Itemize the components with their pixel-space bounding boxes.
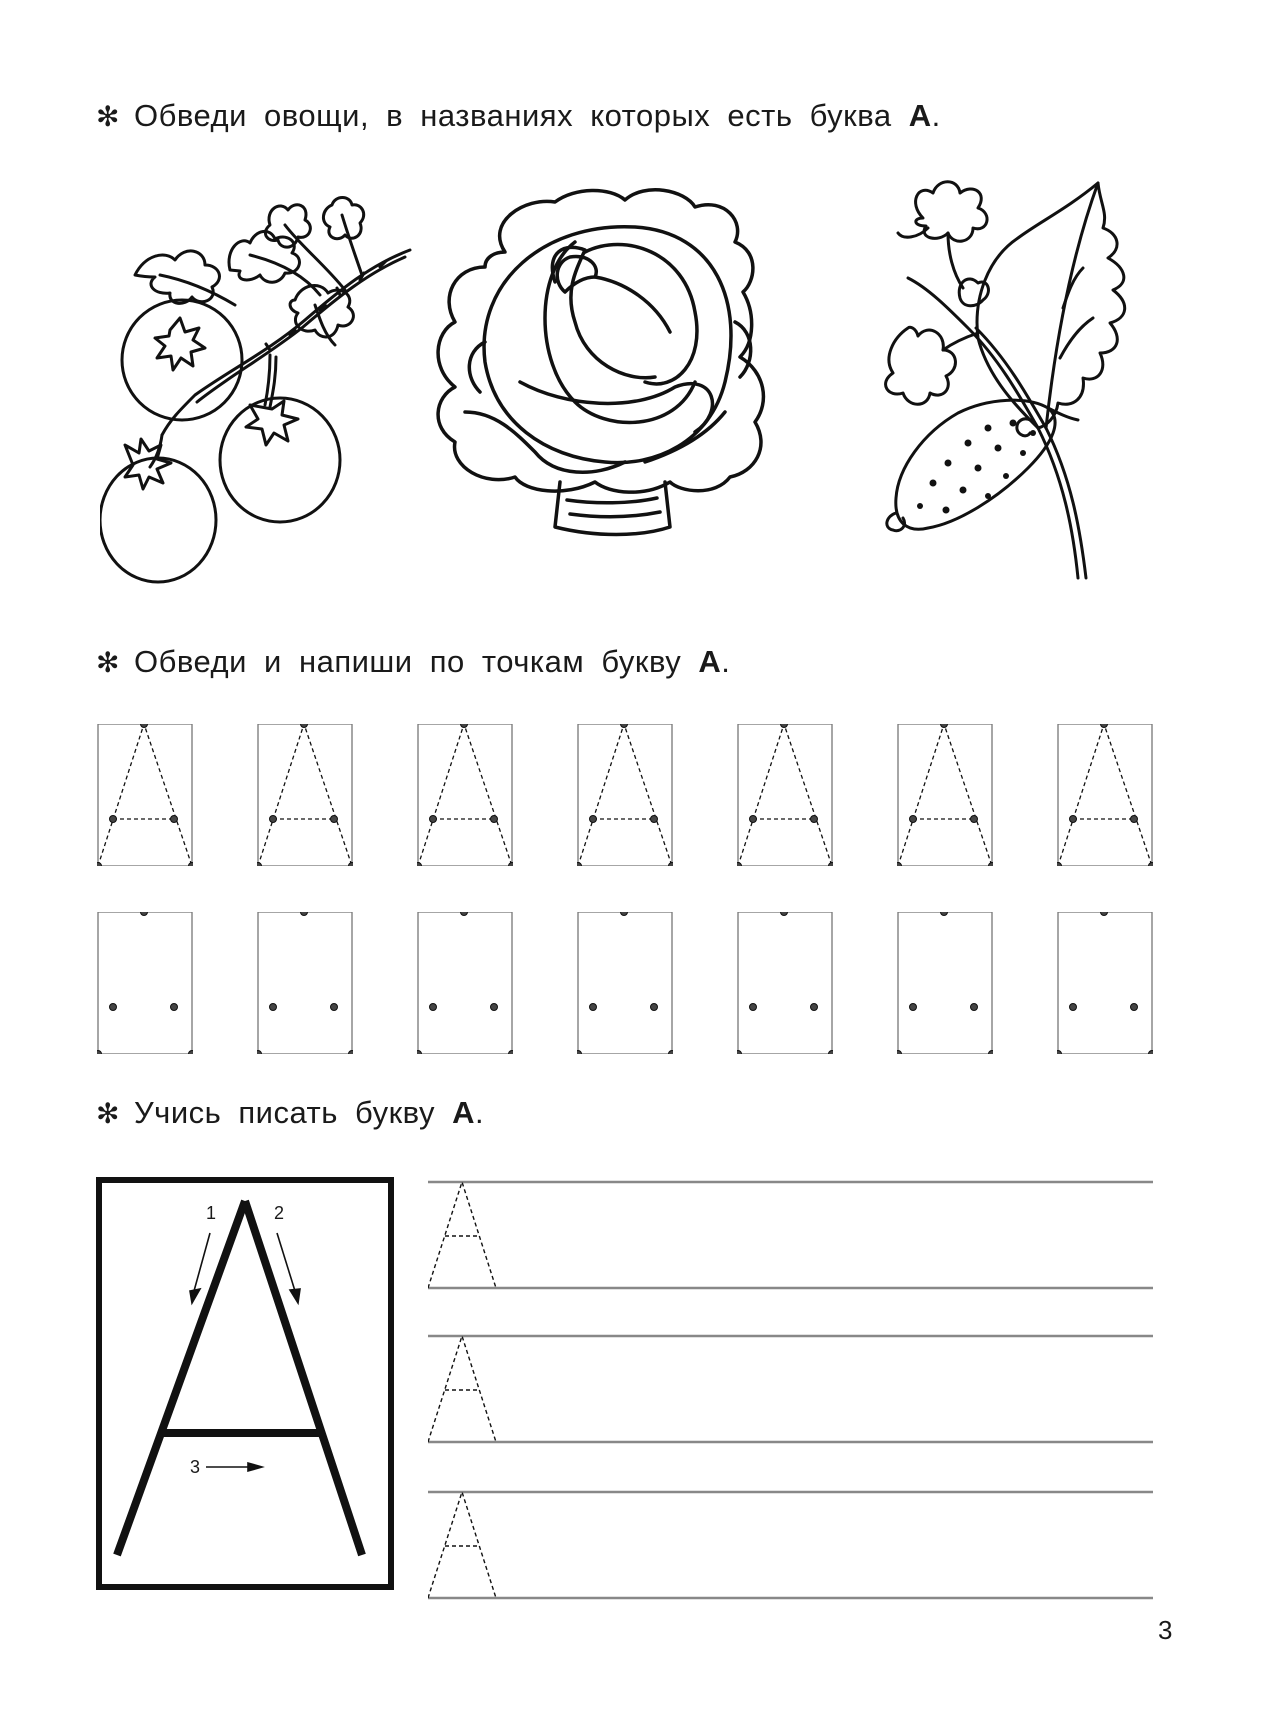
cabbage-illustration[interactable] xyxy=(425,182,825,582)
trace-cell-dots[interactable] xyxy=(1057,912,1153,1054)
task-1-period: . xyxy=(931,98,941,133)
task-2-letter: А xyxy=(698,644,722,679)
task-2-period: . xyxy=(721,644,731,679)
task-3-text: Учись писать букву xyxy=(133,1095,453,1130)
asterisk-icon: ✻ xyxy=(96,1097,120,1130)
dashed-letter-a-1 xyxy=(428,1182,496,1288)
letter-a-big xyxy=(102,1183,388,1584)
trace-cell-dots[interactable] xyxy=(417,912,513,1054)
page-number: 3 xyxy=(1158,1615,1173,1645)
task-1-letter: А xyxy=(908,98,932,133)
trace-cell-dashed[interactable] xyxy=(97,724,193,866)
task-3-letter: А xyxy=(452,1095,475,1130)
writing-practice-lines[interactable] xyxy=(428,1170,1158,1610)
dashed-letter-a-3 xyxy=(428,1492,496,1598)
arrow-3-icon xyxy=(248,1463,262,1471)
trace-cell-dashed[interactable] xyxy=(257,724,353,866)
letter-a-stroke-order-box xyxy=(96,1177,394,1590)
trace-cell-dots[interactable] xyxy=(577,912,673,1054)
task-2-text: Обведи и напиши по точкам букву xyxy=(133,644,699,679)
trace-cell-dashed[interactable] xyxy=(737,724,833,866)
trace-cell-dots[interactable] xyxy=(737,912,833,1054)
trace-cell-dots[interactable] xyxy=(257,912,353,1054)
trace-cell-dashed[interactable] xyxy=(577,724,673,866)
trace-cell-dots[interactable] xyxy=(897,912,993,1054)
dashed-letter-a-2 xyxy=(428,1336,496,1442)
stroke-2-label: 2 xyxy=(274,1203,285,1223)
stroke-3-label: 3 xyxy=(190,1457,201,1477)
asterisk-icon: ✻ xyxy=(96,646,120,679)
trace-cell-dashed[interactable] xyxy=(1057,724,1153,866)
task-1-instruction xyxy=(96,98,941,134)
arrow-2-icon xyxy=(290,1289,300,1303)
task-1-text: Обведи овощи, в названиях которых есть буква xyxy=(133,98,909,133)
tomato-illustration[interactable] xyxy=(100,195,420,595)
cucumber-illustration[interactable] xyxy=(868,178,1168,588)
arrow-1-icon xyxy=(190,1289,200,1303)
stroke-1-label: 1 xyxy=(206,1203,217,1223)
trace-cell-dots[interactable] xyxy=(97,912,193,1054)
trace-cell-dashed[interactable] xyxy=(897,724,993,866)
task-3-period: . xyxy=(474,1095,485,1130)
trace-cell-dashed[interactable] xyxy=(417,724,513,866)
task-3-instruction xyxy=(96,1095,484,1131)
asterisk-icon: ✻ xyxy=(96,100,120,133)
task-2-instruction xyxy=(96,644,730,680)
